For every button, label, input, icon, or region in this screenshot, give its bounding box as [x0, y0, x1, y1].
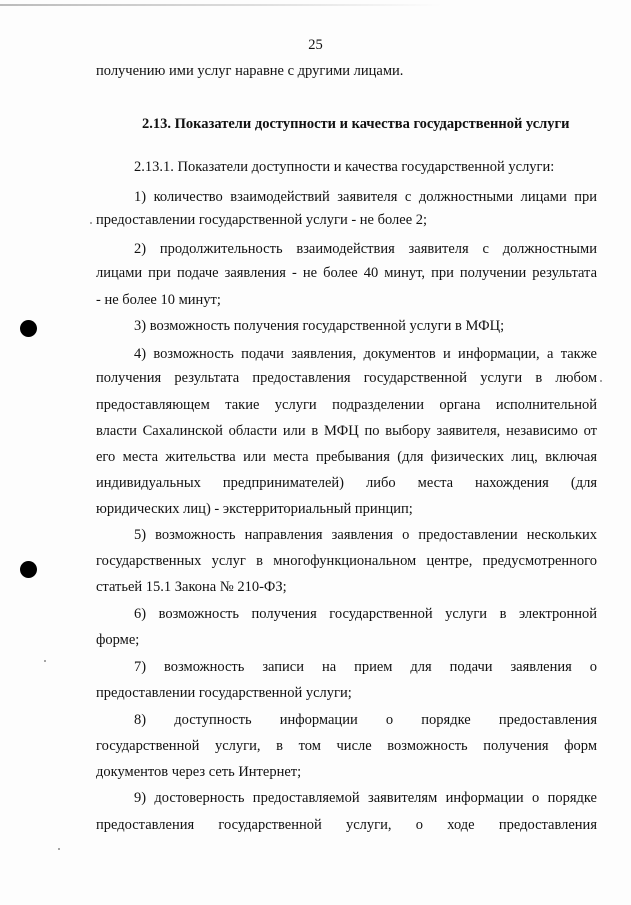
text-line: 4) возможность подачи заявления, документов и информации, а также — [134, 346, 597, 362]
text-line: - не более 10 минут; — [96, 292, 221, 308]
text-line: государственных услуг в многофункциональном центре, предусмотренного — [96, 553, 597, 569]
text-line: лицами при подаче заявления - не более 40 минут, при получении результата — [96, 265, 597, 281]
text-line: 2.13.1. Показатели доступности и качества государственной услуги: — [134, 159, 555, 175]
text-line: 9) достоверность предоставляемой заявителям информации о порядке — [134, 790, 597, 806]
text-line: 5) возможность направления заявления о предоставлении нескольких — [134, 527, 597, 543]
text-line: 7) возможность записи на прием для подачи заявления о — [134, 659, 597, 675]
scan-speck — [58, 848, 60, 850]
text-line: индивидуальных предпринимателей) либо места нахождения (для — [96, 475, 597, 491]
binder-hole-bottom — [20, 561, 37, 578]
text-line: получению ими услуг наравне с другими лицами. — [96, 63, 404, 79]
text-line: 8) доступность информации о порядке предоставления — [134, 712, 597, 728]
text-line: 2) продолжительность взаимодействия заявителя с должностными — [134, 241, 597, 257]
text-line: 1) количество взаимодействий заявителя с должностными лицами при — [134, 189, 597, 205]
text-line: юридических лиц) - экстерриториальный принцип; — [96, 501, 413, 517]
scan-speck — [600, 380, 602, 382]
text-line: государственной услуги, в том числе возможность получения форм — [96, 738, 597, 754]
text-line: его места жительства или места пребывания (для физических лиц, включая — [96, 449, 597, 465]
text-line: получения результата предоставления государственной услуги в любом — [96, 370, 597, 386]
page-number: 25 — [308, 37, 323, 53]
text-line: 6) возможность получения государственной услуги в электронной — [134, 606, 597, 622]
scan-speck — [44, 660, 46, 662]
text-line: документов через сеть Интернет; — [96, 764, 302, 780]
text-line: предоставления государственной услуги, о ходе предоставления — [96, 817, 597, 833]
text-line: предоставлении государственной услуги; — [96, 685, 352, 701]
scan-top-edge — [0, 4, 631, 6]
text-line: власти Сахалинской области или в МФЦ по выбору заявителя, независимо от — [96, 423, 597, 439]
text-line: предоставляющем такие услуги подразделении органа исполнительной — [96, 397, 597, 413]
text-line: 3) возможность получения государственной услуги в МФЦ; — [134, 318, 505, 334]
text-line: предоставлении государственной услуги - не более 2; — [96, 212, 428, 228]
text-line: форме; — [96, 632, 140, 648]
binder-hole-top — [20, 320, 37, 337]
scan-speck — [90, 222, 92, 224]
section-heading: 2.13. Показатели доступности и качества государственной услуги — [142, 116, 570, 132]
text-line: статьей 15.1 Закона № 210-ФЗ; — [96, 579, 287, 595]
